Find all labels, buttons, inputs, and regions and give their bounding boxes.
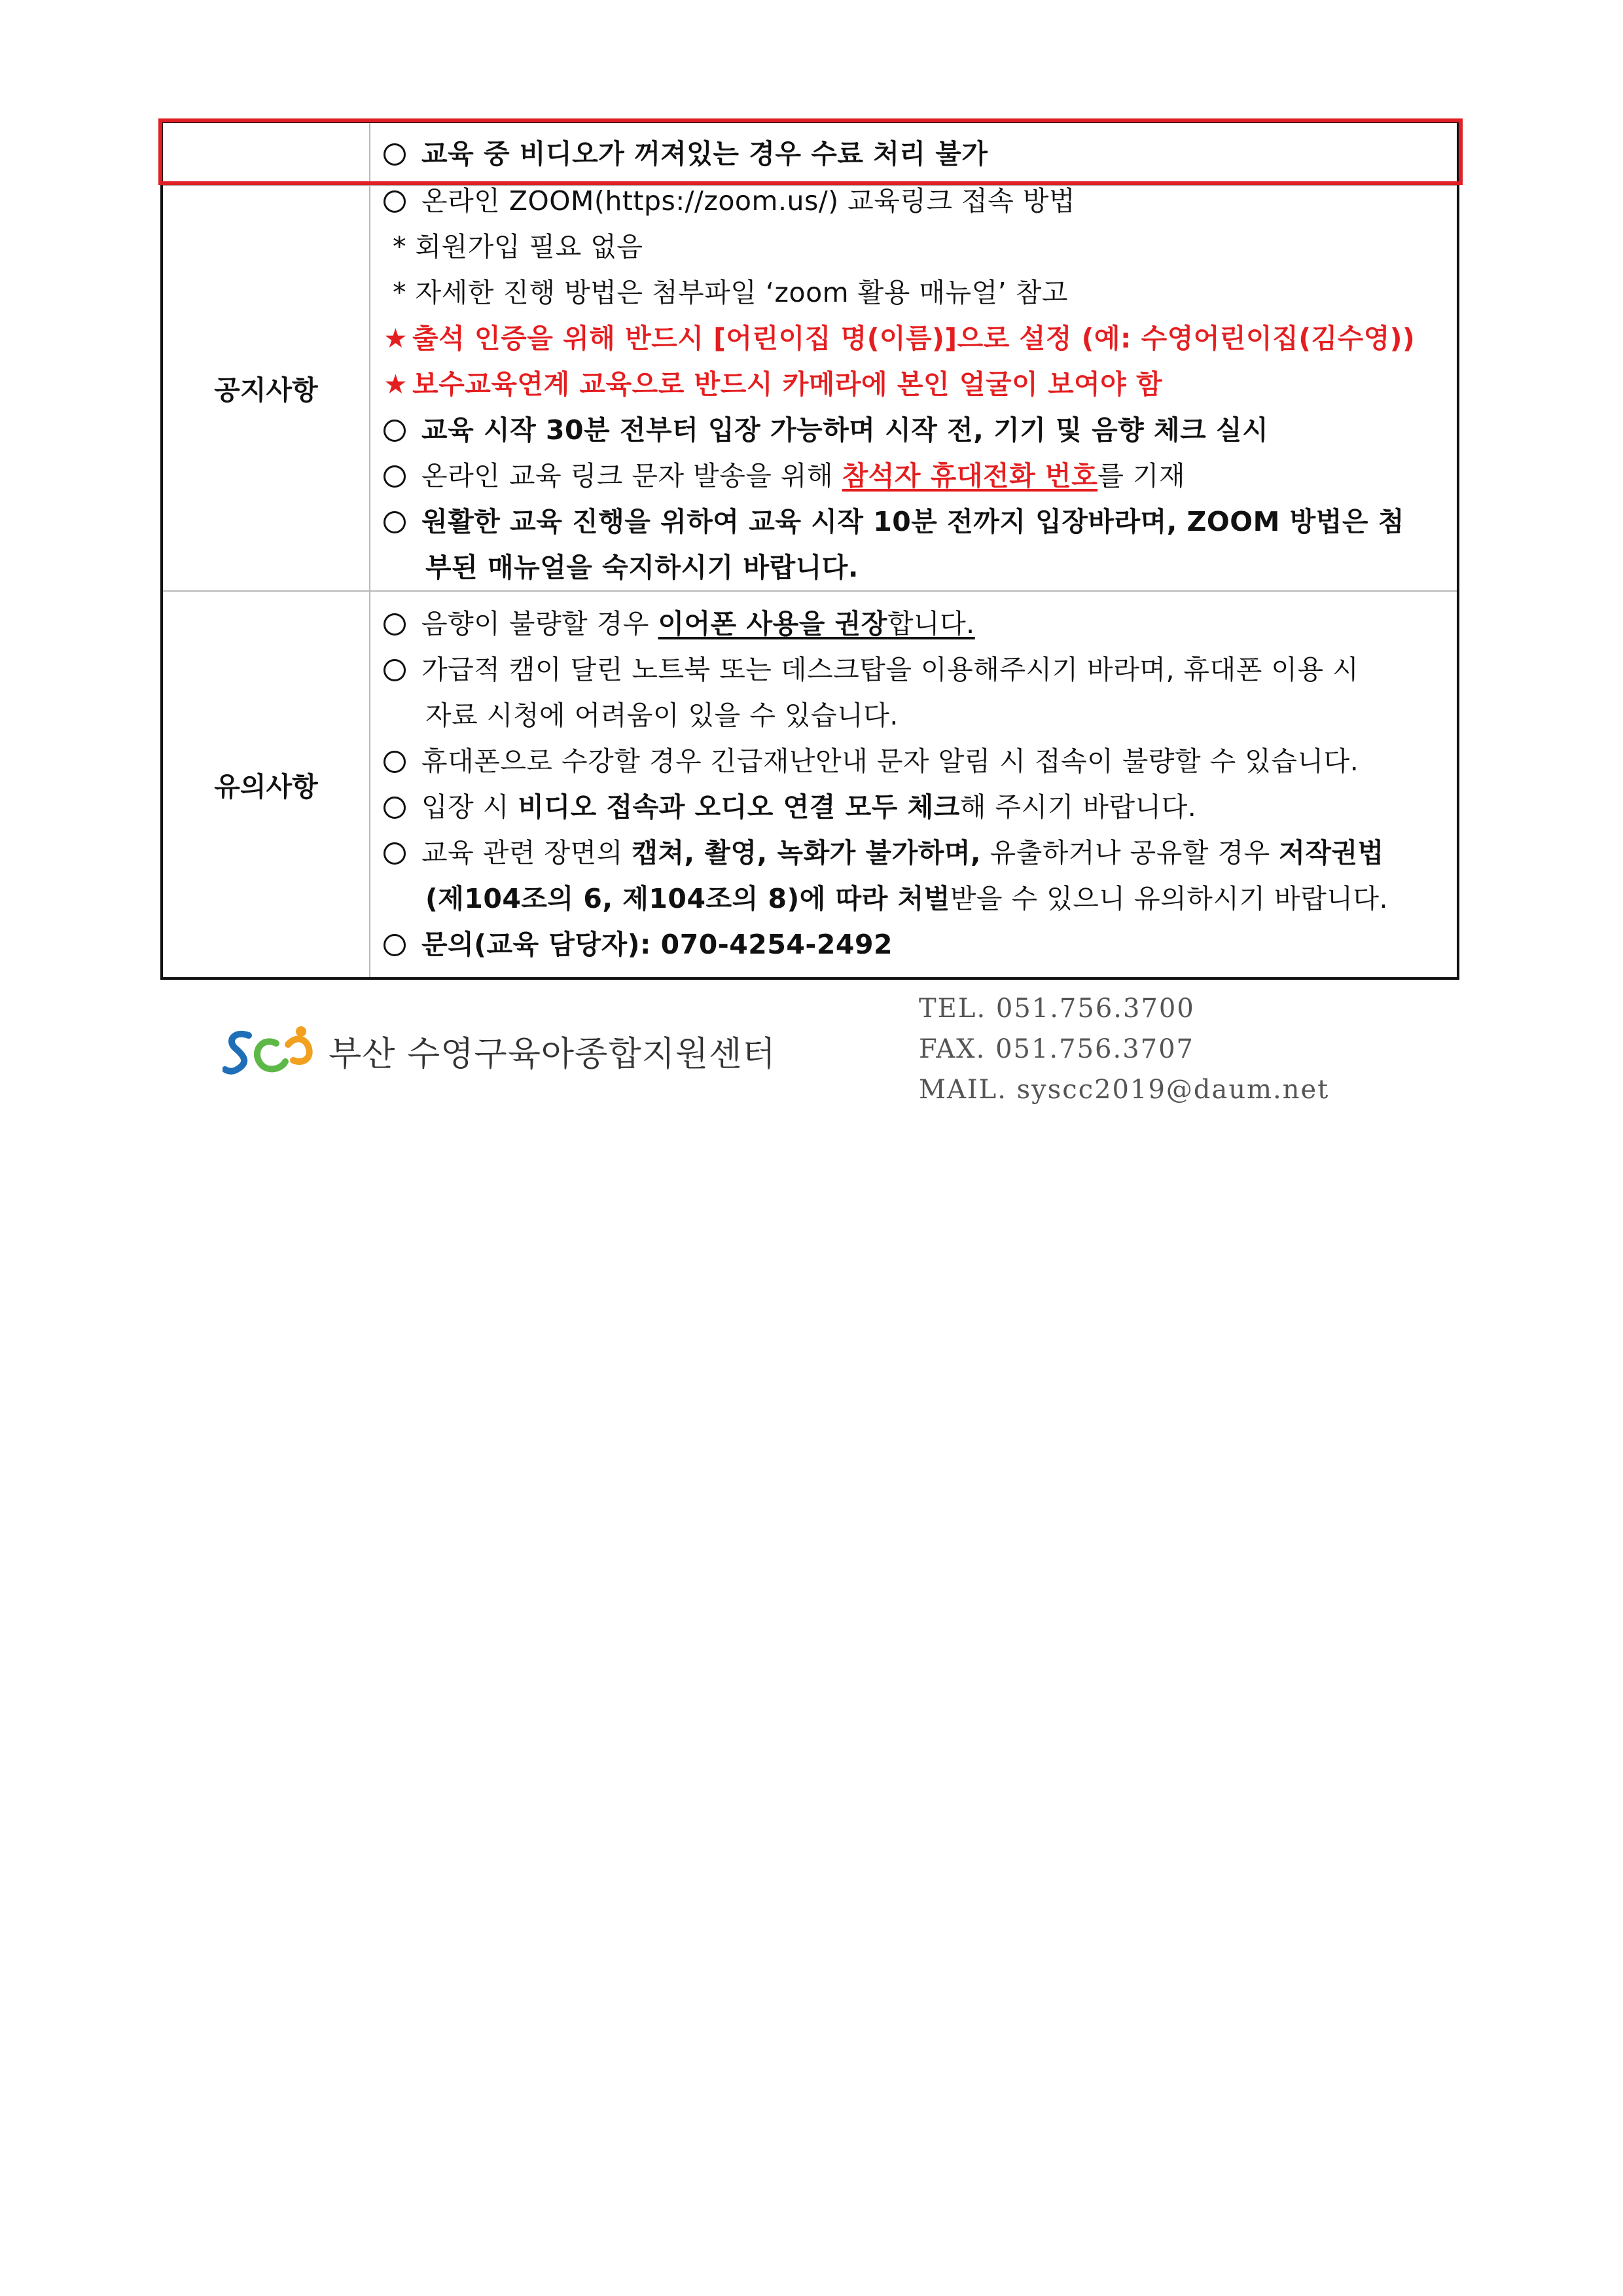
circle-bullet-icon [383, 842, 406, 865]
fax-line: FAX. 051.756.3707 [919, 1034, 1194, 1064]
circle-bullet-icon [383, 659, 406, 681]
star-icon: ★ [383, 368, 408, 400]
caution-content [370, 591, 1458, 978]
circle-bullet-icon [383, 420, 406, 442]
camera-face-item: ★ 보수교육연계 교육으로 반드시 카메라에 본인 얼굴이 보여야 함 [383, 361, 1444, 407]
circle-bullet-icon [383, 190, 406, 213]
row1-content-cell [370, 122, 1458, 185]
notice-table [160, 121, 1459, 980]
tel-line: TEL. 051.756.3700 [919, 994, 1195, 1024]
circle-bullet-icon [383, 797, 406, 819]
name-setting-item: ★ 출석 인증을 위해 반드시 [어린이집 명(이름)]으로 설정 (예: 수영어린이집(김수영)) [383, 315, 1444, 361]
phone-number-highlight: 참석자 휴대전화 번호 [842, 459, 1098, 492]
center-logo-icon [223, 1021, 321, 1080]
circle-bullet-icon [383, 511, 406, 533]
laptop-item-cont: 자료 시청에 어려움이 있을 수 있습니다. [425, 700, 899, 731]
phone-alert-item: 휴대폰으로 수강할 경우 긴급재난안내 문자 알림 시 접속이 불량할 수 있습니다. [383, 738, 1444, 784]
circle-bullet-icon [383, 465, 406, 488]
copyright-item: 교육 관련 장면의 캡쳐, 촬영, 녹화가 불가하며, 유출하거나 공유할 경우 저작권법 [383, 830, 1444, 876]
notice-content [370, 185, 1458, 591]
circle-bullet-icon [383, 751, 406, 773]
circle-bullet-icon [383, 143, 406, 166]
contact-item: 문의(교육 담당자): 070-4254-2492 [383, 922, 1444, 967]
no-signup-item: * 회원가입 필요 없음 [393, 230, 643, 262]
entry-10min-item-cont: 부된 매뉴얼을 숙지하시기 바랍니다. [425, 551, 859, 583]
earphone-item: 음향이 불량할 경우 이어폰 사용을 권장합니다. [383, 601, 1444, 647]
sms-item: 온라인 교육 링크 문자 발송을 위해 참석자 휴대전화 번호를 기재 [383, 453, 1444, 499]
av-check-item: 입장 시 비디오 접속과 오디오 연결 모두 체크해 주시기 바랍니다. [383, 784, 1444, 830]
zoom-access-item: 온라인 ZOOM(https://zoom.us/) 교육링크 접속 방법 [383, 178, 1444, 224]
laptop-item: 가급적 캠이 달린 노트북 또는 데스크탑을 이용해주시기 바라며, 휴대폰 이용 시 [383, 647, 1444, 692]
entry-10min-item: 원활한 교육 진행을 위하여 교육 시작 10분 전까지 입장바라며, ZOOM 방법은 첨 [383, 499, 1444, 545]
circle-bullet-icon [383, 613, 406, 636]
entry-30min-item: 교육 시작 30분 전부터 입장 가능하며 시작 전, 기기 및 음향 체크 실시 [383, 407, 1444, 453]
manual-ref-item: * 자세한 진행 방법은 첨부파일 ‘zoom 활용 매뉴얼’ 참고 [393, 276, 1068, 308]
contact-info [919, 988, 1329, 1110]
copyright-item-cont: (제104조의 6, 제104조의 8)에 따라 처벌받을 수 있으니 유의하시기 바랍니다. [425, 883, 1389, 914]
center-name: 부산 수영구육아종합지원센터 [329, 1034, 776, 1074]
caution-label: 유의사항 [162, 591, 370, 978]
mail-line: MAIL. syscc2019@daum.net [919, 1075, 1330, 1105]
circle-bullet-icon [383, 934, 406, 956]
video-off-notice: 교육 중 비디오가 꺼져있는 경우 수료 처리 불가 [383, 131, 1444, 177]
star-icon: ★ [383, 322, 408, 354]
row1-label-cell [162, 122, 370, 185]
center-logo [223, 1021, 776, 1080]
notice-label: 공지사항 [162, 185, 370, 591]
